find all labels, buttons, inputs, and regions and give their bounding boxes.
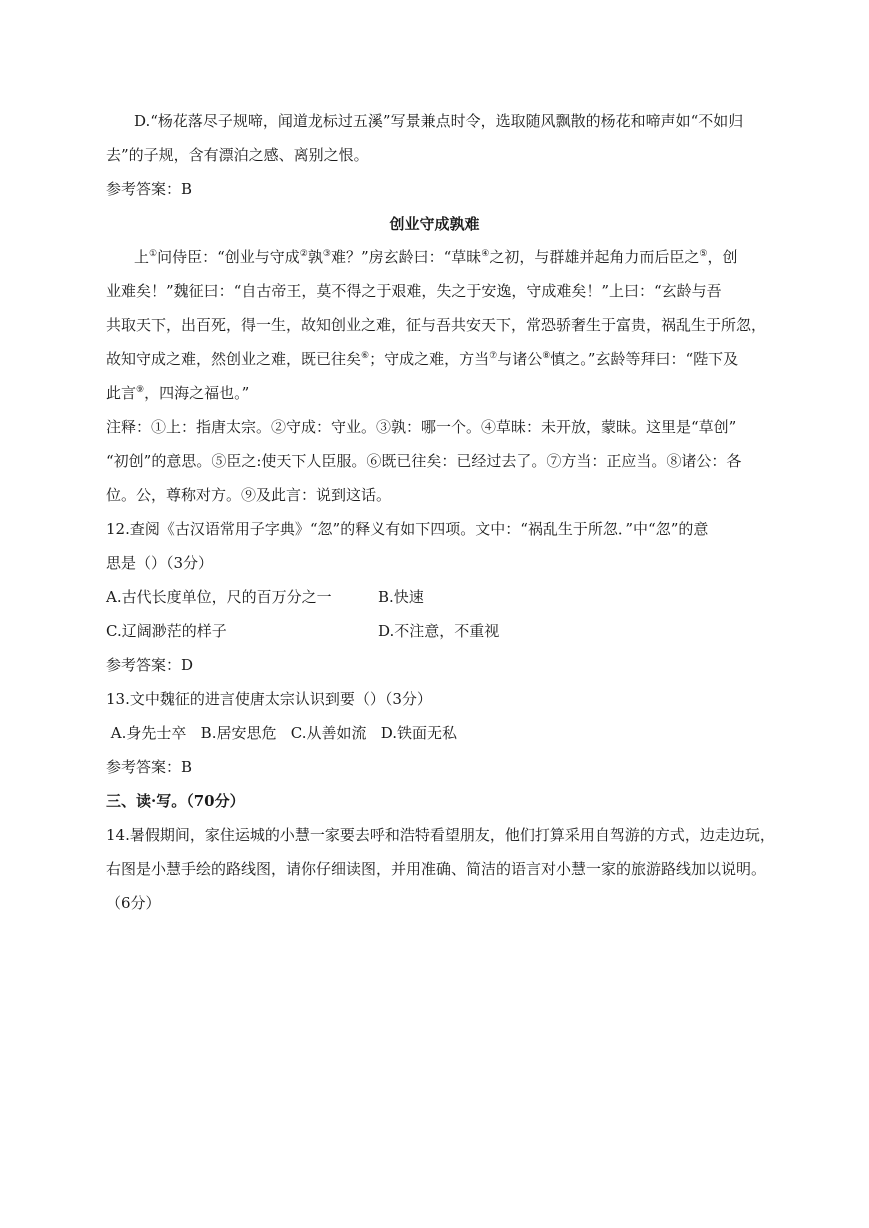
answer-12: 参考答案：D	[106, 656, 194, 674]
section-3-heading: 三、读·写。（70分）	[106, 792, 245, 810]
passage-title: 创业守成孰难	[389, 215, 480, 233]
note-marker: ③	[322, 249, 331, 259]
passage-text: 之初，与群雄并起角力而后臣之	[489, 248, 700, 266]
option-d-line-2: 去”的子规，含有漂泊之感、离别之恨。	[106, 146, 369, 164]
question-14-line-1: 14.暑假期间，家住运城的小慧一家要去呼和浩特看望朋友，他们打算采用自驾游的方式，边走边玩，	[106, 826, 775, 844]
passage-line-5	[106, 382, 766, 404]
passage-text: 孰	[307, 248, 323, 266]
option-d: D.不注意，不重视	[378, 622, 500, 640]
passage-line-4	[106, 348, 766, 370]
option-c: C.辽阔渺茫的样子	[106, 622, 227, 640]
passage-text: 难？”房玄龄曰：“草昧	[330, 248, 482, 266]
passage-text: 与诸公	[497, 350, 543, 368]
passage-text: ；守成之难，方当	[369, 350, 490, 368]
note-marker: ⑤	[699, 249, 708, 259]
note-marker: ①	[149, 249, 158, 259]
question-14-line-2: 右图是小慧手绘的路线图，请你仔细读图，并用准确、简洁的语言对小慧一家的旅游路线加以说明。	[106, 860, 767, 878]
note-marker: ⑦	[489, 351, 498, 361]
answer-13: 参考答案：B	[106, 758, 193, 776]
passage-text: 此言	[106, 384, 137, 402]
question-13-options: A.身先士卒 B.居安思危 C.从善如流 D.铁面无私	[106, 724, 458, 742]
answer-11: 参考答案：B	[106, 180, 193, 198]
question-12-line-2: 思是（）（3分）	[106, 554, 214, 572]
note-marker: ⑥	[361, 351, 370, 361]
option-d-line-1: D.“杨花落尽子规啼，闻道龙标过五溪”写景兼点时令，选取随风飘散的杨花和啼声如“不如归	[134, 112, 744, 130]
passage-text: 上	[134, 248, 150, 266]
option-a: A.古代长度单位，尺的百万分之一	[106, 588, 332, 606]
question-14-line-3: （6分）	[106, 894, 161, 912]
notes-line-2: “初创”的意思。⑤臣之:使天下人臣服。⑥既已往矣：已经过去了。⑦方当：正应当。⑧诸公：各	[106, 452, 742, 470]
question-12-line-1: 12.查阅《古汉语常用子字典》“忽”的释义有如下四项。文中：“祸乱生于所忽．”中“忽”的意	[106, 520, 709, 538]
passage-line-2: 业难矣！”魏征曰：“自古帝王，莫不得之于艰难，失之于安逸，守成难矣！”上曰：“玄龄与吾	[106, 282, 722, 300]
passage-text: 问侍臣：“创业与守成	[157, 248, 300, 266]
passage-text: ，创	[707, 248, 738, 266]
question-13-line-1: 13.文中魏征的进言使唐太宗认识到要（）（3分）	[106, 690, 432, 708]
passage-line-1	[134, 246, 794, 268]
passage-line-3: 共取天下，出百死，得一生，故知创业之难，征与吾共安天下，常恐骄奢生于富贵，祸乱生于所忽，	[106, 316, 767, 334]
passage-text: 慎之。”玄龄等拜曰：“陛下及	[550, 350, 739, 368]
note-marker: ⑨	[136, 385, 145, 395]
passage-text: ，四海之福也。”	[144, 384, 250, 402]
note-marker: ④	[481, 249, 490, 259]
passage-text: 故知守成之难，然创业之难，既已往矣	[106, 350, 362, 368]
note-marker: ⑧	[542, 351, 551, 361]
notes-line-3: 位。公，尊称对方。⑨及此言：说到这话。	[106, 486, 392, 504]
option-b: B.快速	[378, 588, 424, 606]
note-marker: ②	[299, 249, 308, 259]
notes-line-1: 注释：①上：指唐太宗。②守成：守业。③孰：哪一个。④草昧：未开放，蒙昧。这里是“草创”	[106, 418, 737, 436]
